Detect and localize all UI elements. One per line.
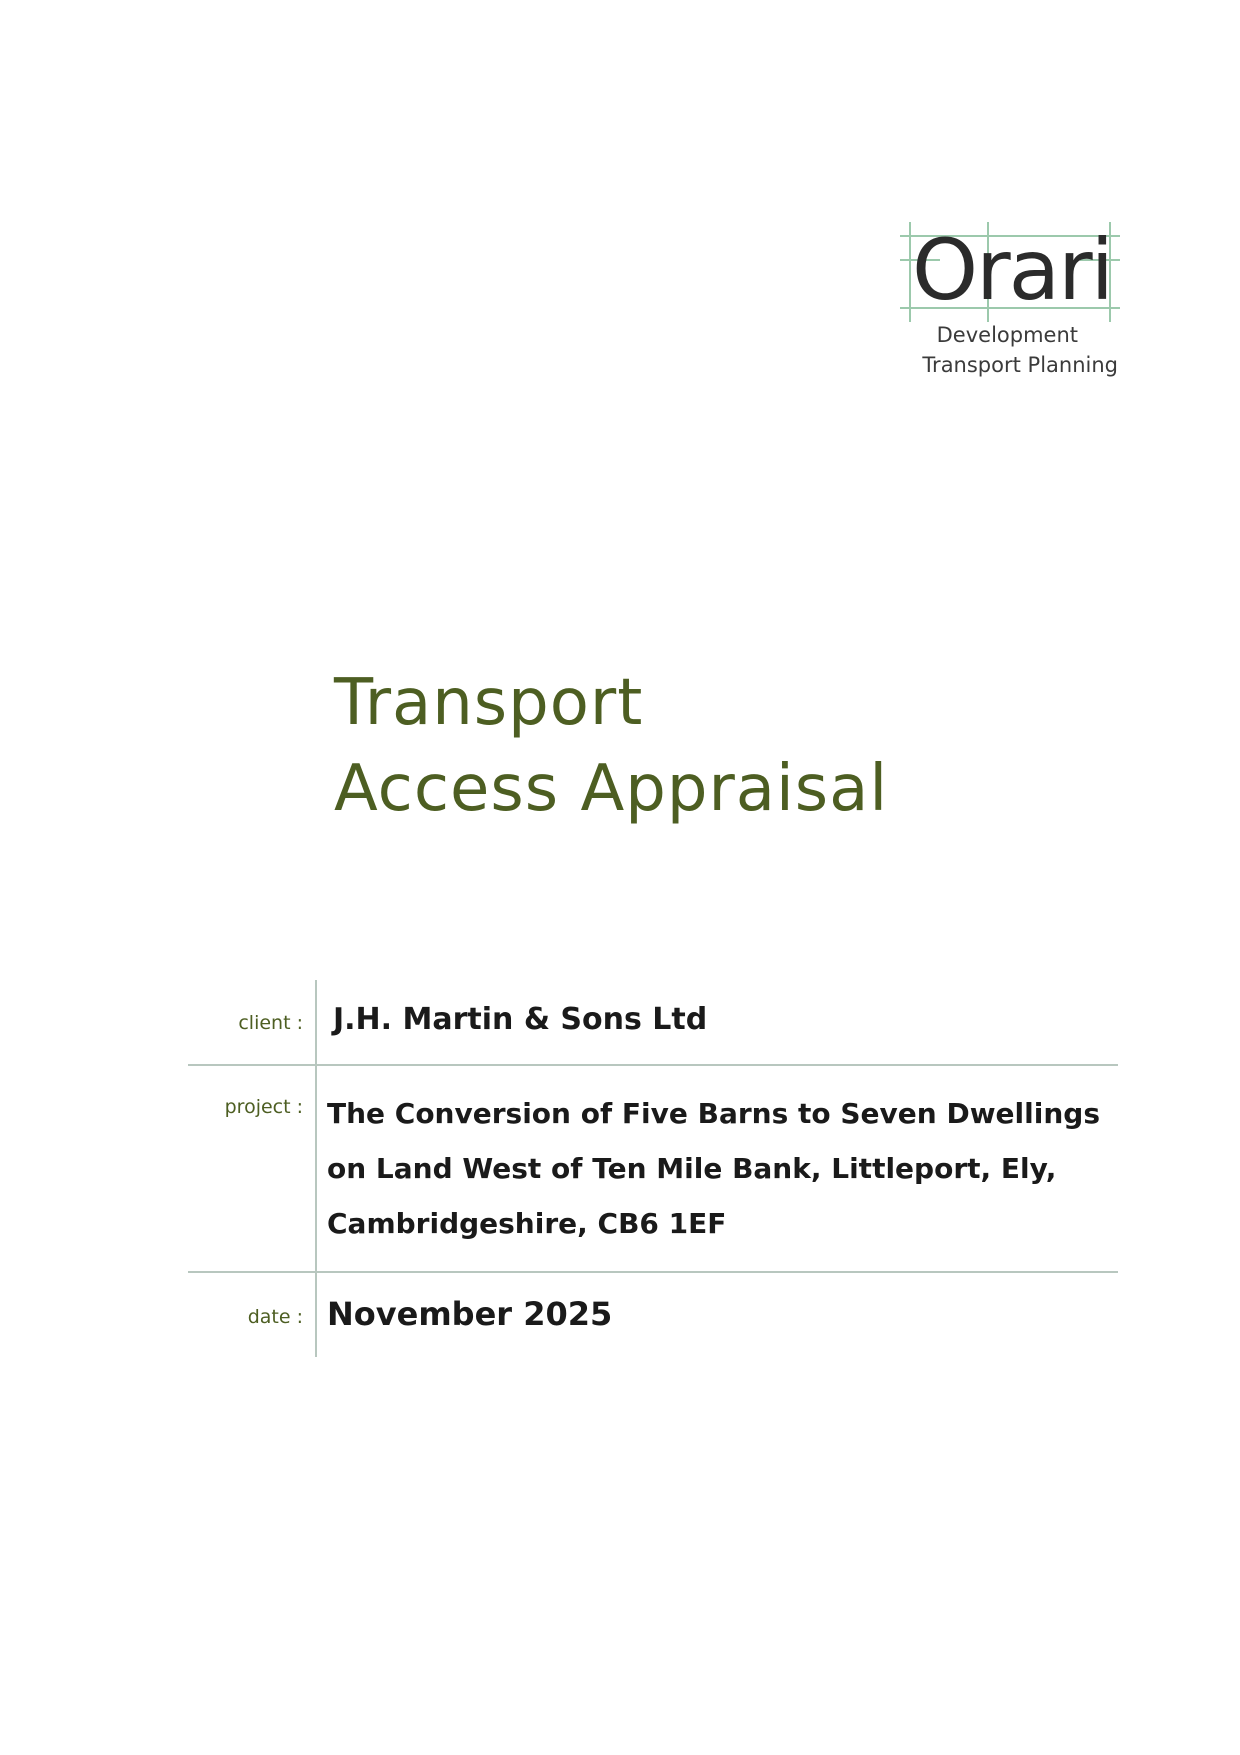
project-value [317,1066,1118,1271]
project-label: project : [188,1066,317,1271]
project-row [188,1066,1118,1273]
client-row [188,980,1118,1066]
date-label: date : [188,1273,317,1357]
orari-logo [900,222,1120,387]
client-value: J.H. Martin & Sons Ltd [333,1002,708,1037]
project-line-3: Cambridgeshire, CB6 1EF [327,1207,727,1240]
title-line-1: Transport [334,666,644,740]
client-label: client : [188,980,317,1064]
title-line-2: Access Appraisal [334,752,889,826]
logo-tagline-development: Development [936,323,1078,347]
document-details-table [188,980,1118,1357]
project-line-1: The Conversion of Five Barns to Seven Dwellings [327,1097,1100,1130]
logo-tagline-transport-planning: Transport Planning [922,353,1118,377]
date-row [188,1273,1118,1357]
project-line-2: on Land West of Ten Mile Bank, Littleport, Ely, [327,1152,1057,1185]
document-title [334,660,888,832]
logo-wordmark: Orari [912,221,1112,319]
date-value: November 2025 [327,1295,613,1333]
